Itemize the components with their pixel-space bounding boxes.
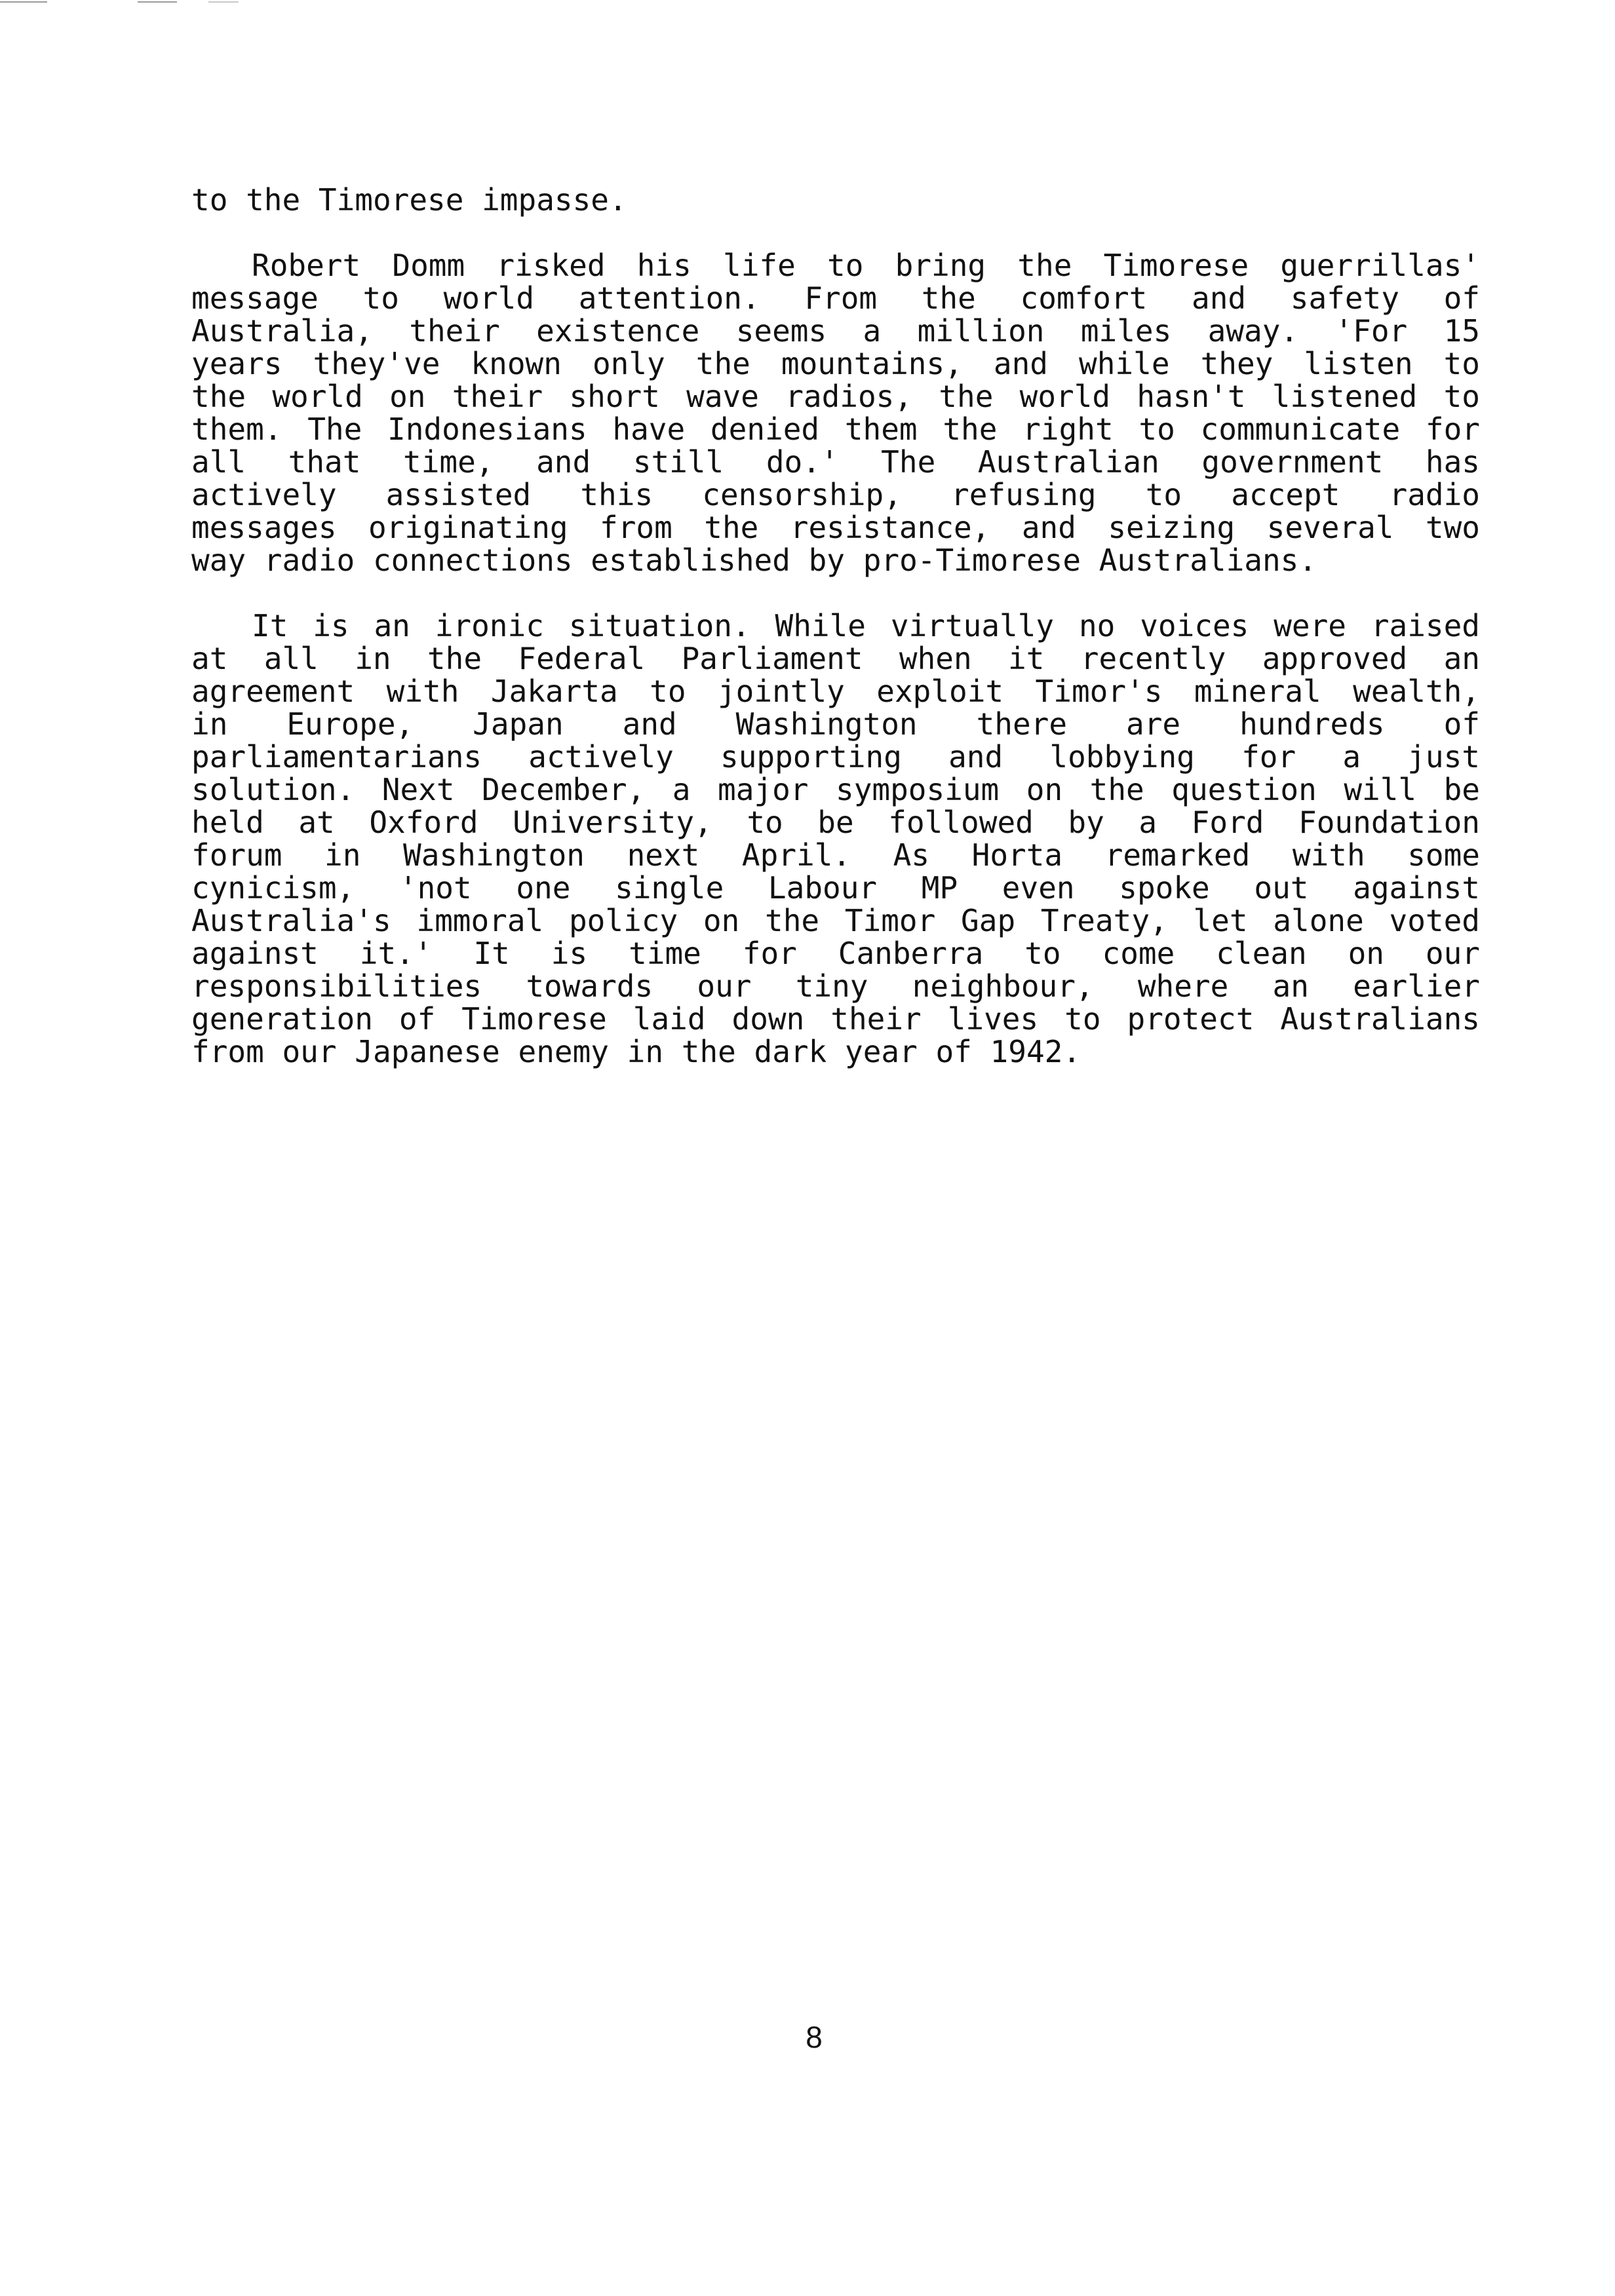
text-line: agreement with Jakarta to jointly exploit Timor's mineral wealth, (191, 674, 1480, 709)
paragraph (191, 249, 1480, 577)
text-line: solution. Next December, a major symposium on the question will be (191, 772, 1480, 807)
text-line: held at Oxford University, to be followed by a Ford Foundation (191, 805, 1480, 840)
text-line: against it.' It is time for Canberra to come clean on our (191, 936, 1480, 971)
scan-artifact (208, 1, 239, 3)
text-line: at all in the Federal Parliament when it recently approved an (191, 641, 1480, 676)
scan-artifact (0, 1, 47, 3)
text-line: parliamentarians actively supporting and lobbying for a just (191, 739, 1480, 775)
text-line: to the Timorese impasse. (191, 182, 627, 218)
text-line: forum in Washington next April. As Horta remarked with some (191, 837, 1480, 873)
text-line: years they've known only the mountains, and while they listen to (191, 346, 1480, 381)
paragraph (191, 183, 1480, 216)
text-line: the world on their short wave radios, the world hasn't listened to (191, 379, 1480, 414)
text-line: in Europe, Japan and Washington there are hundreds of (191, 706, 1480, 742)
page-number: 8 (806, 2020, 823, 2054)
text-line: cynicism, 'not one single Labour MP even spoke out against (191, 870, 1480, 906)
text-line: from our Japanese enemy in the dark year of 1942. (191, 1034, 1081, 1069)
text-line: Australia, their existence seems a million miles away. 'For 15 (191, 313, 1480, 349)
text-line: messages originating from the resistance, and seizing several two (191, 510, 1480, 545)
text-line: message to world attention. From the comfort and safety of (191, 280, 1480, 316)
text-line: Robert Domm risked his life to bring the Timorese guerrillas' (252, 248, 1480, 283)
paragraph (191, 609, 1480, 1068)
text-line: generation of Timorese laid down their lives to protect Australians (191, 1001, 1480, 1037)
text-line: way radio connections established by pro-Timorese Australians. (191, 543, 1317, 578)
scan-artifact (138, 1, 177, 3)
text-line: Australia's immoral policy on the Timor Gap Treaty, let alone voted (191, 903, 1480, 938)
body-text (191, 183, 1480, 1101)
text-line: all that time, and still do.' The Australian government has (191, 444, 1480, 480)
text-line: It is an ironic situation. While virtually no voices were raised (252, 608, 1480, 643)
text-line: actively assisted this censorship, refusing to accept radio (191, 477, 1480, 512)
text-line: them. The Indonesians have denied them the right to communicate for (191, 411, 1480, 447)
text-line: responsibilities towards our tiny neighbour, where an earlier (191, 968, 1480, 1004)
